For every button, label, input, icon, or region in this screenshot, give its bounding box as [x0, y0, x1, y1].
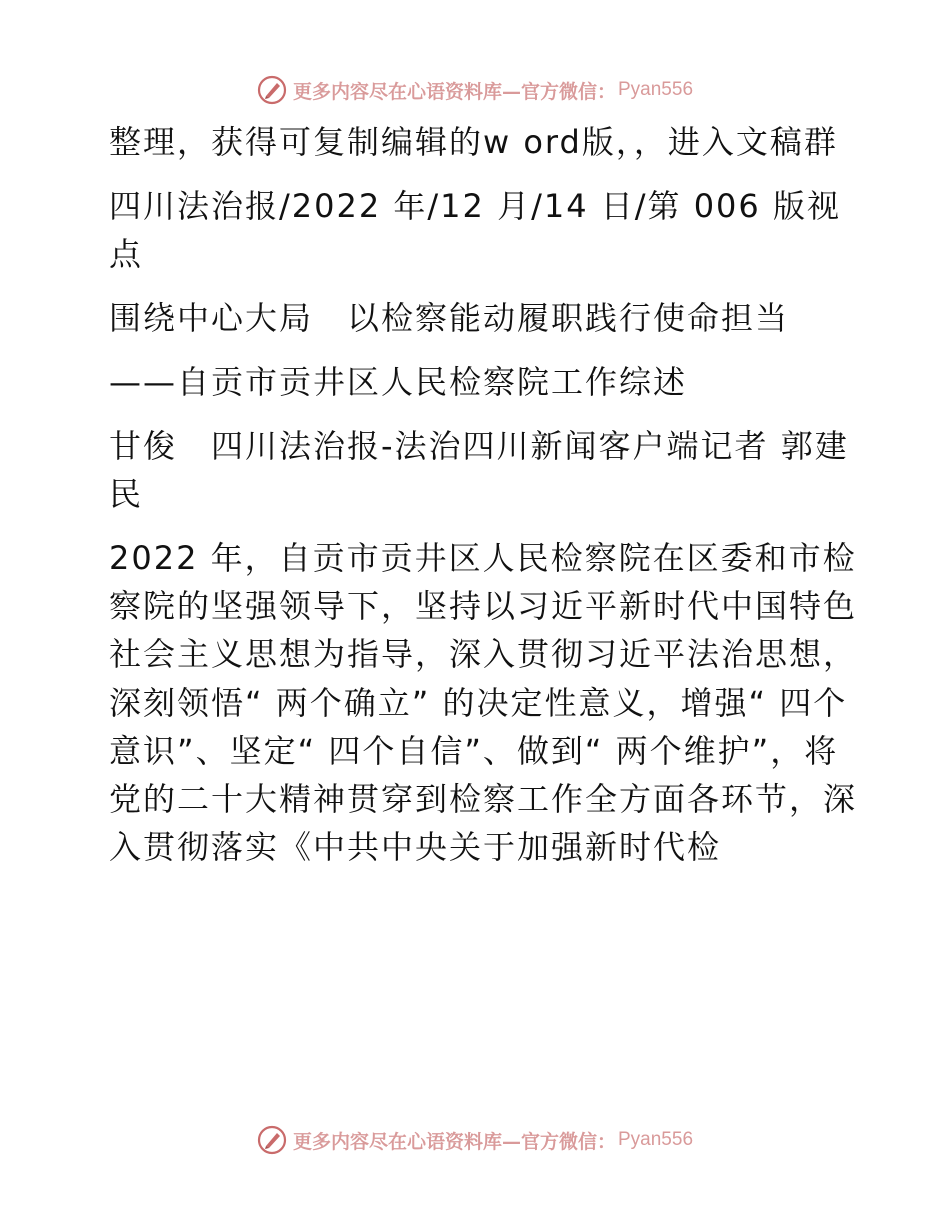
pen-logo-icon [257, 75, 287, 105]
watermark-text: 更多内容尽在心语资料库—官方微信： [292, 80, 616, 103]
byline: 甘俊 四川法治报-法治四川新闻客户端记者 郭建民 [109, 427, 849, 513]
document-body [97, 118, 857, 887]
watermark-text: 更多内容尽在心语资料库—官方微信： [292, 1130, 616, 1153]
body-paragraph: 2022 年，自贡市贡井区人民检察院在区委和市检察院的坚强领导下，坚持以习近平新时代中国特色社会主义思想为指导，深入贯彻习近平法治思想，深刻领悟“ 两个确立” 的决定性意义，增强“ 四个意识”、坚定“ 四个自信”、做到“ 两个维护”，将党的二十大精神贯穿到检察工作全方面各环节，深入贯彻落实《中共中央关于加强新时代检 [109, 539, 858, 867]
article-title: 围绕中心大局 以检察能动履职践行使命担当 [109, 299, 790, 337]
header-watermark [0, 70, 950, 110]
source-line: 四川法治报/2022 年/12 月/14 日/第 006 版视点 [109, 187, 841, 273]
footer-watermark [0, 1120, 950, 1160]
pen-logo-icon [257, 1125, 287, 1155]
article-subtitle: ——自贡市贡井区人民检察院工作综述 [109, 363, 688, 401]
watermark-wechat-id: Pyan556 [618, 79, 694, 100]
watermark-wechat-id: Pyan556 [618, 1129, 694, 1150]
intro-note: 整理，获得可复制编辑的w ord版，，进入文稿群 [109, 123, 838, 161]
